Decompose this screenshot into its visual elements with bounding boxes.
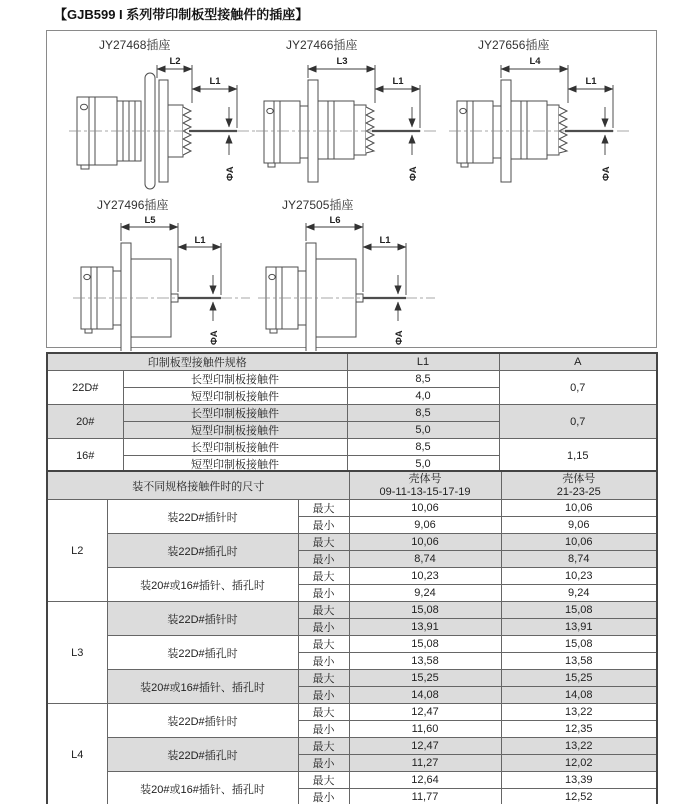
a-value: 0,7 xyxy=(499,405,657,439)
value-cell: 12,52 xyxy=(501,789,657,804)
value-cell: 13,58 xyxy=(501,653,657,670)
dim-main-label: L6 xyxy=(329,215,341,226)
value-cell: 11,27 xyxy=(349,755,501,772)
l1-value: 5,0 xyxy=(347,422,499,439)
value-cell: 11,60 xyxy=(349,721,501,738)
value-cell: 15,08 xyxy=(349,602,501,619)
value-cell: 13,91 xyxy=(501,619,657,636)
diagram-label: JY27496插座 xyxy=(97,198,169,212)
value-cell: 9,06 xyxy=(349,517,501,534)
dim-dia-label: ΦA xyxy=(601,166,612,181)
shell-sizes: 21-23-25 xyxy=(556,485,601,498)
min-label: 最小 xyxy=(298,755,349,772)
row-label: 装20#或16#插针、插孔时 xyxy=(107,670,298,704)
value-cell: 9,06 xyxy=(501,517,657,534)
row-label: 装20#或16#插针、插孔时 xyxy=(107,772,298,804)
type-cell: 长型印制板接触件 xyxy=(123,439,347,456)
l1-header: L1 xyxy=(347,353,499,371)
min-label: 最小 xyxy=(298,687,349,704)
max-label: 最大 xyxy=(298,704,349,721)
shell-label: 壳体号 xyxy=(408,472,442,485)
diagram-jy27468 xyxy=(65,37,275,208)
value-cell: 12,47 xyxy=(349,704,501,721)
dim-l1-label: L1 xyxy=(209,76,221,87)
dim-l1-label: L1 xyxy=(379,235,391,246)
contact-spec-table xyxy=(46,352,658,474)
min-label: 最小 xyxy=(298,551,349,568)
dim-l1-label: L1 xyxy=(194,235,206,246)
value-cell: 14,08 xyxy=(349,687,501,704)
dimension-table xyxy=(46,470,658,804)
size-cell: 22D# xyxy=(47,371,123,405)
min-label: 最小 xyxy=(298,789,349,804)
type-cell: 短型印制板接触件 xyxy=(123,388,347,405)
dim-dia-label: ΦA xyxy=(408,166,419,181)
a-header: A xyxy=(499,353,657,371)
value-cell: 12,64 xyxy=(349,772,501,789)
dim-cell: L3 xyxy=(47,602,107,704)
min-label: 最小 xyxy=(298,619,349,636)
l1-value: 5,0 xyxy=(347,456,499,474)
size-cell: 20# xyxy=(47,405,123,439)
value-cell: 10,06 xyxy=(501,534,657,551)
value-cell: 10,06 xyxy=(501,500,657,517)
max-label: 最大 xyxy=(298,534,349,551)
row-label: 装22D#插针时 xyxy=(107,500,298,534)
a-value: 1,15 xyxy=(499,439,657,474)
value-cell: 15,08 xyxy=(501,636,657,653)
diagram-jy27496 xyxy=(65,197,275,356)
type-cell: 短型印制板接触件 xyxy=(123,456,347,474)
value-cell: 9,24 xyxy=(501,585,657,602)
value-cell: 12,47 xyxy=(349,738,501,755)
value-cell: 12,35 xyxy=(501,721,657,738)
shell-col1-header xyxy=(349,471,501,500)
value-cell: 8,74 xyxy=(501,551,657,568)
diagram-label: JY27505插座 xyxy=(282,198,354,212)
value-cell: 14,08 xyxy=(501,687,657,704)
max-label: 最大 xyxy=(298,602,349,619)
row-label: 装22D#插针时 xyxy=(107,602,298,636)
diagram-label: JY27656插座 xyxy=(478,38,550,52)
connector-drawing xyxy=(252,53,452,203)
shell-sizes: 09-11-13-15-17-19 xyxy=(379,485,471,498)
diagram-jy27656 xyxy=(445,37,655,208)
value-cell: 10,06 xyxy=(349,500,501,517)
dim-main-label: L2 xyxy=(169,56,181,67)
dim-l1-label: L1 xyxy=(392,76,404,87)
value-cell: 9,24 xyxy=(349,585,501,602)
row-label: 装22D#插孔时 xyxy=(107,636,298,670)
value-cell: 15,08 xyxy=(501,602,657,619)
dim-dia-label: ΦA xyxy=(394,330,405,345)
row-label: 装20#或16#插针、插孔时 xyxy=(107,568,298,602)
dim-dia-label: ΦA xyxy=(209,330,220,345)
value-cell: 10,23 xyxy=(349,568,501,585)
row-label: 装22D#插孔时 xyxy=(107,738,298,772)
max-label: 最大 xyxy=(298,738,349,755)
diagram-label: JY27466插座 xyxy=(286,38,358,52)
value-cell: 13,22 xyxy=(501,704,657,721)
dim-l1-label: L1 xyxy=(585,76,597,87)
diagram-panel xyxy=(46,30,657,348)
dim-main-label: L4 xyxy=(529,56,541,67)
shell-label: 壳体号 xyxy=(562,472,596,485)
size-cell: 16# xyxy=(47,439,123,474)
spec-header: 印制板型接触件规格 xyxy=(47,353,347,371)
value-cell: 10,06 xyxy=(349,534,501,551)
min-label: 最小 xyxy=(298,585,349,602)
min-label: 最小 xyxy=(298,721,349,738)
min-label: 最小 xyxy=(298,517,349,534)
value-cell: 15,25 xyxy=(501,670,657,687)
connector-drawing xyxy=(445,53,645,203)
dim-main-label: L5 xyxy=(144,215,156,226)
value-cell: 10,23 xyxy=(501,568,657,585)
l1-value: 4,0 xyxy=(347,388,499,405)
dim-cell: L2 xyxy=(47,500,107,602)
type-cell: 长型印制板接触件 xyxy=(123,405,347,422)
l1-value: 8,5 xyxy=(347,405,499,422)
diagram-label: JY27468插座 xyxy=(99,38,171,52)
connector-drawing xyxy=(65,53,265,203)
row-label: 装22D#插孔时 xyxy=(107,534,298,568)
l1-value: 8,5 xyxy=(347,439,499,456)
value-cell: 13,58 xyxy=(349,653,501,670)
dim-main-label: L3 xyxy=(336,56,348,67)
diagram-jy27466 xyxy=(252,37,462,208)
value-cell: 13,91 xyxy=(349,619,501,636)
value-cell: 15,08 xyxy=(349,636,501,653)
a-value: 0,7 xyxy=(499,371,657,405)
connector-drawing xyxy=(250,213,450,351)
value-cell: 13,22 xyxy=(501,738,657,755)
value-cell: 11,77 xyxy=(349,789,501,804)
max-label: 最大 xyxy=(298,568,349,585)
row-label: 装22D#插针时 xyxy=(107,704,298,738)
dim-table-header: 装不同规格接触件时的尺寸 xyxy=(47,471,349,500)
type-cell: 短型印制板接触件 xyxy=(123,422,347,439)
value-cell: 12,02 xyxy=(501,755,657,772)
value-cell: 8,74 xyxy=(349,551,501,568)
value-cell: 15,25 xyxy=(349,670,501,687)
max-label: 最大 xyxy=(298,670,349,687)
min-label: 最小 xyxy=(298,653,349,670)
value-cell: 13,39 xyxy=(501,772,657,789)
l1-value: 8,5 xyxy=(347,371,499,388)
connector-drawing xyxy=(65,213,265,351)
max-label: 最大 xyxy=(298,636,349,653)
max-label: 最大 xyxy=(298,772,349,789)
max-label: 最大 xyxy=(298,500,349,517)
diagram-jy27505 xyxy=(250,197,460,356)
type-cell: 长型印制板接触件 xyxy=(123,371,347,388)
dim-cell: L4 xyxy=(47,704,107,804)
shell-col2-header xyxy=(501,471,657,500)
dim-dia-label: ΦA xyxy=(225,166,236,181)
page-title: 【GJB599 I 系列带印制板型接触件的插座】 xyxy=(54,7,309,22)
